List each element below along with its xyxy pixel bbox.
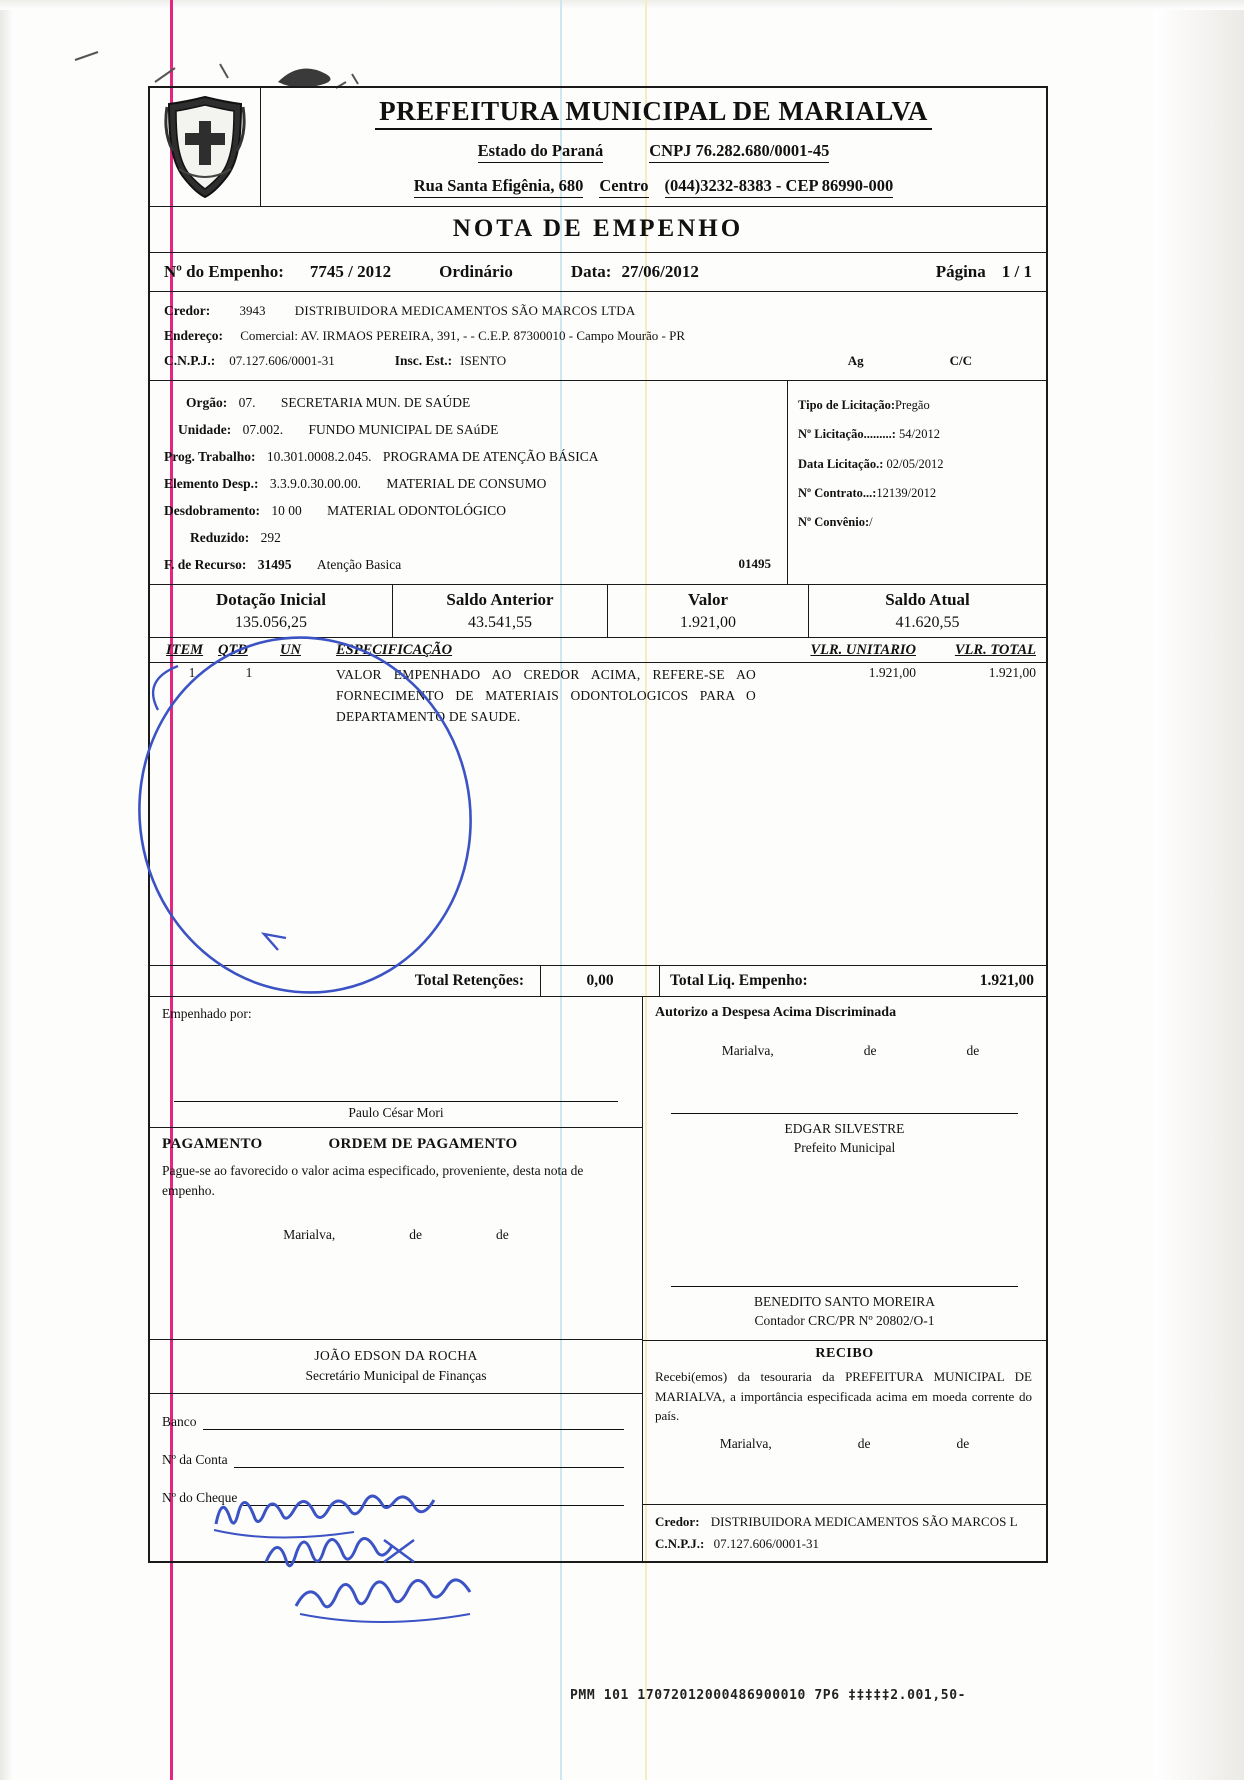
numero-licitacao-value: 54/2012 [898, 427, 940, 442]
recibo-cnpj-label: C.N.P.J.: [655, 1536, 705, 1552]
orgao-label: Orgão: [186, 394, 228, 410]
cheque-field[interactable] [150, 1470, 642, 1508]
recibo-city: Marialva, [719, 1435, 772, 1451]
prog-trabalho-label: Prog. Trabalho: [164, 448, 256, 464]
unidade-code: 07.002. [242, 421, 284, 437]
col-valor-unitario-header: VLR. UNITARIO [810, 641, 916, 658]
credor-code: 3943 [239, 303, 266, 318]
left-signature-column [150, 997, 643, 1561]
desdobramento-name: MATERIAL ODONTOLÓGICO [327, 502, 506, 518]
total-liquido-label: Total Liq. Empenho: [670, 971, 808, 989]
autorizo-label: Autorizo a Despesa Acima Discriminada [655, 1004, 897, 1020]
recibo-credor-label: Credor: [655, 1513, 700, 1529]
valor-header: Valor [608, 585, 809, 613]
cell-valor-total: 1.921,00 [988, 664, 1036, 680]
autorizo-city: Marialva, [721, 1042, 774, 1058]
recibo-credor-block [643, 1504, 1046, 1561]
pagamento-blank-space [150, 1243, 642, 1339]
credor-name: DISTRIBUIDORA MEDICAMENTOS SÃO MARCOS LTDA [294, 303, 636, 318]
desdobramento-label: Desdobramento: [164, 502, 260, 518]
desdobramento-code: 10 00 [271, 502, 302, 518]
prog-trabalho-name: PROGRAMA DE ATENÇÃO BÁSICA [382, 448, 599, 464]
fonte-recurso-code: 31495 [257, 556, 292, 572]
contador-blank-space [643, 1168, 1046, 1286]
conta-corrente-label: C/C [949, 352, 972, 368]
autorizo-de-2: de [966, 1042, 980, 1058]
totals-row [150, 965, 1046, 997]
total-retencoes-value: 0,00 [540, 966, 660, 996]
endereco-value: Comercial: AV. IRMAOS PEREIRA, 391, - - C.E.P. 87300010 - Campo Mourão - PR [240, 327, 686, 343]
numero-contrato-value: 12139/2012 [876, 486, 937, 501]
autorizo-city-line [655, 1043, 1046, 1059]
numero-convenio-value: / [869, 515, 873, 530]
secretario-cargo: Secretário Municipal de Finanças [305, 1367, 487, 1383]
address-phone-cep: (044)3232-8383 - CEP 86990-000 [665, 176, 894, 198]
prefeito-cargo: Prefeito Municipal [793, 1139, 896, 1155]
elemento-despesa-name: MATERIAL DE CONSUMO [386, 475, 547, 491]
conta-label: Nº da Conta [162, 1451, 228, 1467]
valor-value: 1.921,00 [608, 613, 809, 637]
document-header [150, 88, 1046, 207]
page-label: Página [935, 262, 986, 281]
empenho-number-value: 7745 / 2012 [309, 262, 392, 281]
tipo-licitacao-value: Pregão [895, 397, 930, 412]
recibo-title: RECIBO [815, 1346, 874, 1362]
secretario-name: JOÃO EDSON DA ROCHA [314, 1348, 478, 1364]
contador-signature-block [643, 1287, 1046, 1342]
fonte-recurso-label: F. de Recurso: [164, 556, 247, 572]
empenhado-por-signature [150, 1101, 642, 1128]
dotacao-inicial-header: Dotação Inicial [150, 585, 393, 613]
col-un-header: UN [280, 641, 301, 658]
insc-estadual-value: ISENTO [460, 352, 507, 368]
document-type-title: NOTA DE EMPENHO [150, 207, 1046, 253]
cell-valor-unitario: 1.921,00 [868, 664, 916, 680]
elemento-despesa-label: Elemento Desp.: [164, 475, 259, 491]
unidade-label: Unidade: [178, 421, 232, 437]
municipality-title: PREFEITURA MUNICIPAL DE MARIALVA [375, 96, 932, 130]
dotacao-inicial-value: 135.056,25 [150, 613, 393, 637]
col-item-header: ITEM [166, 641, 204, 658]
reduzido-value: 292 [260, 529, 281, 545]
insc-estadual-label: Insc. Est.: [394, 352, 453, 368]
secretario-signature-block [150, 1339, 642, 1393]
budget-classification [150, 381, 788, 584]
table-row [150, 663, 1046, 965]
page-value: 1 / 1 [1001, 262, 1032, 281]
cheque-label: Nº do Cheque [162, 1489, 238, 1505]
saldo-atual-value: 41.620,55 [895, 613, 960, 631]
pagamento-de-1: de [409, 1227, 423, 1243]
signature-section [150, 997, 1046, 1561]
nota-de-empenho-document [148, 86, 1048, 1563]
bank-fields [150, 1394, 642, 1508]
empenhado-por-label: Empenhado por: [162, 1005, 252, 1021]
data-licitacao-label: Data Licitação.: [798, 456, 884, 471]
address-district: Centro [599, 176, 648, 198]
empenho-type-value: Ordinário [439, 262, 513, 281]
scan-edge-left [0, 0, 14, 1780]
col-especificacao-header: ESPECIFICAÇÃO [336, 641, 453, 658]
coat-of-arms-icon [150, 88, 261, 206]
recibo-de-2: de [956, 1435, 970, 1451]
recibo-text: Recebi(emos) da tesouraria da PREFEITURA MUNICIPAL DE MARIALVA, a importância especificada acima em moeda corrente do país. [655, 1369, 1032, 1424]
footer-barcode-text: PMM 101 17072012000486900010 7P6 ‡‡‡‡‡2.001,50- [570, 1688, 967, 1703]
col-valor-total-header: VLR. TOTAL [954, 641, 1036, 658]
right-signature-column [643, 997, 1046, 1561]
total-retencoes-label: Total Retenções: [414, 971, 524, 989]
conta-input-line[interactable] [234, 1466, 624, 1468]
saldo-anterior-value: 43.541,55 [393, 613, 608, 637]
credor-label: Credor: [164, 303, 211, 318]
cell-un [280, 665, 336, 965]
saldo-anterior-header: Saldo Anterior [393, 585, 608, 613]
cnpj-value: 07.127.606/0001-31 [229, 352, 335, 368]
empenho-number-label: Nº do Empenho: [164, 262, 284, 281]
orgao-name: SECRETARIA MUN. DE SAÚDE [280, 394, 471, 410]
cnpj-label: C.N.P.J.: [164, 352, 216, 368]
prefeito-name: EDGAR SILVESTRE [784, 1120, 905, 1136]
total-liquido-value: 1.921,00 [979, 971, 1034, 989]
recibo-cnpj-value: 07.127.606/0001-31 [713, 1536, 820, 1552]
fonte-recurso-name: Atenção Basica [316, 556, 402, 572]
pagamento-heading-row [150, 1128, 642, 1155]
numero-contrato-label: Nº Contrato...: [798, 486, 877, 501]
pagamento-text: Pague-se ao favorecido o valor acima especificado, proveniente, desta nota de empenho. [162, 1162, 584, 1199]
recibo-credor-name: DISTRIBUIDORA MEDICAMENTOS SÃO MARCOS L [710, 1513, 1018, 1529]
autorizo-blank-space [643, 1059, 1046, 1113]
data-licitacao-value: 02/05/2012 [886, 456, 944, 471]
recibo-de-1: de [857, 1435, 871, 1451]
unidade-name: FUNDO MUNICIPAL DE SAúDE [308, 421, 499, 437]
orgao-code: 07. [238, 394, 256, 410]
fonte-recurso-right-code: 01495 [738, 555, 771, 571]
autorizo-de-1: de [863, 1042, 877, 1058]
dotacao-header-row [150, 585, 1046, 613]
cell-item: 1 [188, 664, 196, 680]
numero-convenio-label: Nº Convênio: [798, 515, 870, 530]
scan-edge-right [1154, 0, 1244, 1780]
header-text-block [261, 88, 1046, 206]
ordem-pagamento-title: ORDEM DE PAGAMENTO [328, 1135, 518, 1152]
recibo-city-line [643, 1436, 1046, 1452]
credor-block [150, 292, 1046, 381]
autorizo-block [643, 997, 1046, 1059]
empenhado-por-name: Paulo César Mori [174, 1101, 618, 1121]
prog-trabalho-code: 10.301.0008.2.045. [266, 448, 372, 464]
empenho-date-label: Data: [570, 262, 612, 281]
banco-input-line[interactable] [203, 1428, 625, 1430]
state-label: Estado do Paraná [478, 141, 604, 163]
cell-qtd: 1 [245, 664, 253, 680]
conta-field[interactable] [150, 1432, 642, 1470]
banco-field[interactable] [150, 1394, 642, 1432]
tipo-licitacao-label: Tipo de Licitação: [798, 397, 895, 412]
pagamento-title: PAGAMENTO [162, 1135, 263, 1152]
empenho-date-value: 27/06/2012 [621, 262, 699, 281]
empenhado-por-block [150, 997, 642, 1101]
prefeito-signature-block [643, 1114, 1046, 1168]
contador-name: BENEDITO SANTO MOREIRA [753, 1293, 935, 1309]
dotacao-values-row [150, 613, 1046, 638]
recibo-blank-space [643, 1452, 1046, 1504]
scan-edge-top [0, 0, 1244, 10]
reduzido-label: Reduzido: [190, 529, 250, 545]
pagamento-city: Marialva, [283, 1227, 336, 1243]
contador-cargo: Contador CRC/PR Nº 20802/O-1 [754, 1312, 935, 1328]
cell-especificacao: VALOR EMPENHADO AO CREDOR ACIMA, REFERE-SE AO FORNECIMENTO DE MATERIAIS ODONTOLOGICOS PARA O DEPARTAMENTO DE SAUDE. [336, 666, 756, 724]
agencia-label: Ag [847, 352, 864, 368]
licitacao-info [788, 381, 1046, 584]
col-qtd-header: QTD [218, 641, 248, 658]
numero-licitacao-label: Nº Licitação.........: [798, 427, 896, 442]
pagamento-de-2: de [496, 1227, 509, 1243]
banco-label: Banco [162, 1413, 197, 1429]
cheque-input-line[interactable] [243, 1504, 624, 1506]
empenho-summary-row [150, 253, 1046, 292]
items-header-row [150, 638, 1046, 663]
endereco-label: Endereço: [164, 327, 223, 343]
classification-section [150, 381, 1046, 585]
pagamento-city-line [150, 1227, 642, 1243]
saldo-atual-header: Saldo Atual [885, 589, 970, 609]
address-street: Rua Santa Efigênia, 680 [414, 176, 584, 198]
cnpj-header: CNPJ 76.282.680/0001-45 [649, 141, 829, 163]
elemento-despesa-code: 3.3.9.0.30.00.00. [269, 475, 361, 491]
